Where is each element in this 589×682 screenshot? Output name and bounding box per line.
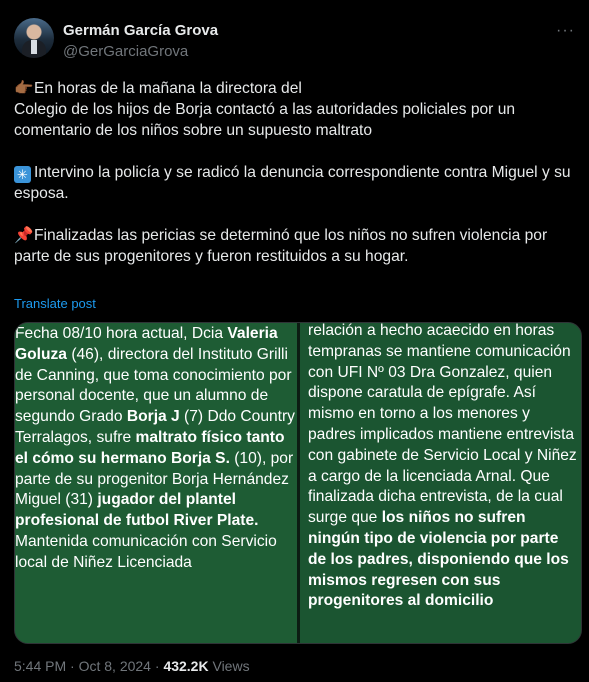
avatar[interactable] (14, 18, 54, 58)
media-right-column (300, 323, 581, 643)
media-left-text (15, 324, 295, 574)
tweet-header (14, 14, 575, 62)
media-left-s3: (7) Ddo Country Terralagos, sufre (15, 408, 295, 446)
media-left-b1: Valeria Goluza (15, 325, 278, 363)
pushpin-icon: 📌 (14, 227, 34, 244)
media-right-s1: relación a hecho acaecido en horas tempranas se mantiene comunicación con UFI Nº 03 Dra Gonzalez, quien dispone caratula de epígrafe. Así mismo en torno a los menores y padres implicados mantiene entrevista con gabinete de Servicio Local y Niñez a cargo de la licenciada Arnal. Que finalizada dicha entrevista, de la cual surge que (308, 323, 577, 527)
views-label: Views (208, 658, 250, 674)
tweet-paragraph-3 (14, 225, 580, 267)
media-left-column (15, 323, 297, 643)
tweet-text (14, 78, 580, 267)
tweet-p3-text: Finalizadas las pericias se determinó que los niños no sufren violencia por parte de sus progenitores y fueron restituidos a su hogar. (14, 227, 548, 265)
tweet-meta (14, 658, 250, 674)
meta-separator: · (66, 658, 79, 674)
meta-separator-2: · (150, 658, 164, 674)
media-image[interactable] (14, 322, 582, 644)
tweet-date[interactable]: Oct 8, 2024 (78, 658, 151, 674)
media-left-s2: (46), directora del Instituto Grilli de Canning, que toma conocimiento por personal docente, que un alumno de segundo Grado (15, 345, 292, 426)
more-horizontal-icon[interactable]: ··· (556, 22, 575, 39)
media-right-text (308, 323, 578, 612)
pointing-hand-icon: 👉🏾 (14, 80, 34, 97)
media-left-b4: jugador del plantel profesional de futbol River Plate. (15, 491, 259, 530)
media-left-b3: maltrato físico tanto el cómo su hermano Borja S. (15, 428, 285, 467)
author-handle[interactable]: @GerGarciaGrova (63, 43, 189, 60)
tweet-p1-line1: En horas de la mañana la directora del (34, 80, 302, 97)
tweet-paragraph-1 (14, 78, 580, 141)
tweet-p2-text: Intervino la policía y se radicó la denuncia correspondiente contra Miguel y su esposa. (14, 164, 571, 202)
tweet-paragraph-2 (14, 162, 580, 204)
translate-post-link[interactable]: Translate post (14, 296, 96, 311)
author-display-name[interactable]: Germán García Grova (63, 22, 219, 39)
asterisk-icon: ✳ (14, 166, 31, 183)
views-count: 432.2K (163, 658, 209, 674)
media-left-s5: Mantenida comunicación con Servicio local de Niñez Licenciada (15, 532, 277, 571)
media-left-b2: Borja J (126, 408, 180, 426)
media-left-s1: Fecha 08/10 hora actual, Dcia (15, 325, 228, 342)
tweet-time[interactable]: 5:44 PM (14, 658, 67, 674)
media-left-s4: (10), por parte de su progenitor Borja Hernández Miguel (31) (15, 449, 294, 509)
avatar-shirt (31, 40, 37, 54)
media-right-b1: los niños no sufren ningún tipo de violencia por parte de los padres, disponiendo que los mismos regresen con sus progenitores al domicilio (308, 509, 569, 610)
tweet-p1-line2: Colegio de los hijos de Borja contactó a las autoridades policiales por un comentario de los niños sobre un supuesto maltrato (14, 101, 516, 139)
